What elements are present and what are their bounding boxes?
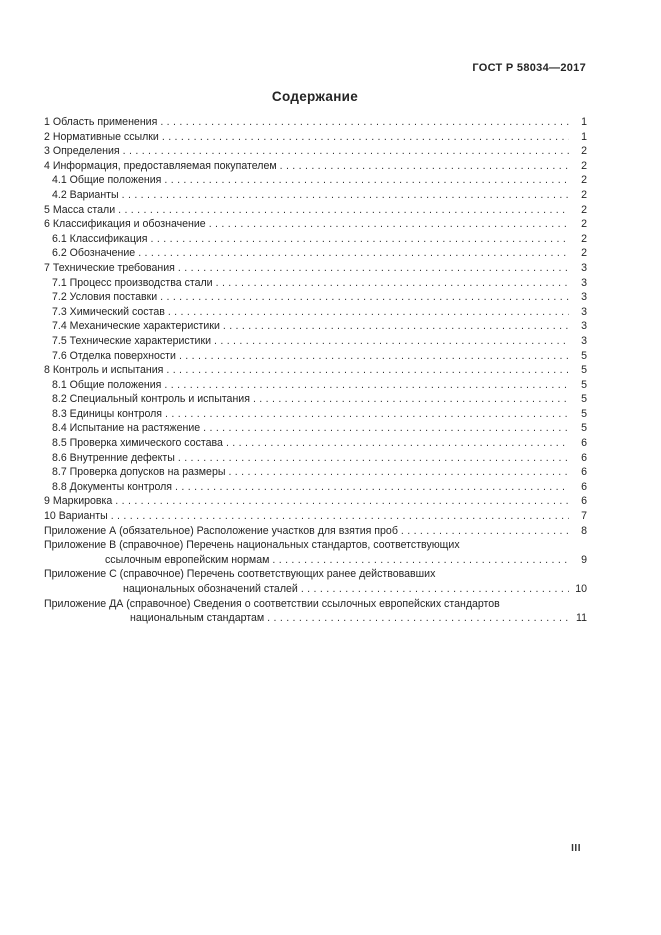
toc-dot-leader [111, 509, 569, 524]
toc-page-number: 5 [581, 422, 587, 435]
toc-row [44, 276, 587, 291]
toc-row [44, 407, 587, 422]
toc-page-number: 6 [581, 437, 587, 450]
toc-page-number: 2 [581, 203, 587, 216]
toc-row [44, 392, 587, 407]
toc-dot-leader [178, 451, 569, 466]
toc-entry-text: 8.3 Единицы контроля [52, 407, 163, 420]
toc-dot-leader [151, 232, 569, 247]
toc-page-number: 10 [575, 583, 587, 595]
toc-dot-leader [178, 261, 569, 276]
toc-page-number: 2 [581, 159, 587, 172]
toc-entry-text: 6.2 Обозначение [52, 247, 136, 260]
footer-page-number: III [571, 843, 581, 854]
toc-dot-leader [253, 392, 569, 407]
toc-row [44, 334, 587, 349]
toc-page-number: 2 [581, 247, 587, 260]
toc-row [44, 130, 587, 145]
toc-page-number: 5 [581, 378, 587, 391]
toc-entry-text: 4 Информация, предоставляемая покупателем [44, 159, 277, 172]
toc-entry-text: Приложение В (справочное) Перечень национальных стандартов, соответствующих [44, 539, 460, 552]
toc-dot-leader [122, 188, 569, 203]
toc-page-number: 5 [581, 393, 587, 406]
toc-dot-leader [160, 290, 569, 305]
toc-entry-text: 8.7 Проверка допусков на размеры [52, 466, 226, 479]
table-of-contents [44, 115, 587, 626]
toc-page-number: 3 [581, 320, 587, 333]
toc-dot-leader [138, 246, 569, 261]
toc-row [44, 378, 587, 393]
toc-entry-text: 7.5 Технические характеристики [52, 334, 212, 347]
toc-page-number: 3 [581, 334, 587, 347]
toc-dot-leader [164, 378, 569, 393]
toc-dot-leader [179, 349, 569, 364]
toc-page-number: 1 [581, 130, 587, 143]
toc-dot-leader [168, 305, 569, 320]
toc-dot-leader [175, 480, 569, 495]
toc-page-number: 5 [581, 407, 587, 420]
toc-page-number: 3 [581, 291, 587, 304]
toc-page-number: 11 [576, 612, 587, 625]
toc-page-number: 8 [581, 524, 587, 537]
toc-entry-text: 7 Технические требования [44, 261, 175, 274]
toc-entry-text: 7.2 Условия поставки [52, 291, 158, 304]
toc-dot-leader [165, 407, 569, 422]
toc-row [44, 509, 587, 524]
toc-row [44, 553, 587, 568]
toc-entry-text: 8.5 Проверка химического состава [52, 437, 223, 450]
toc-entry-text: Приложение С (справочное) Перечень соответствующих ранее действовавших [44, 568, 436, 581]
toc-entry-text: 8.2 Специальный контроль и испытания [52, 393, 250, 406]
toc-entry-text: ссылочным европейским нормам [105, 553, 270, 566]
toc-page-number: 2 [581, 218, 587, 231]
toc-entry-text: 7.1 Процесс производства стали [52, 276, 213, 289]
toc-entry-text: национальным стандартам [130, 612, 265, 625]
toc-entry-text: 8 Контроль и испытания [44, 364, 164, 377]
toc-entry-text: 4.2 Варианты [52, 188, 119, 201]
toc-dot-leader [216, 276, 569, 291]
toc-row [44, 494, 587, 509]
toc-page-number: 9 [581, 553, 587, 566]
toc-row [44, 611, 587, 626]
toc-dot-leader [209, 217, 569, 232]
toc-dot-leader [226, 436, 569, 451]
toc-page-number: 6 [581, 466, 587, 479]
toc-entry-text: 3 Определения [44, 145, 120, 158]
toc-row [44, 217, 587, 232]
toc-page-number: 2 [581, 188, 587, 201]
toc-page-number: 1 [581, 116, 587, 128]
toc-page-number: 3 [581, 261, 587, 274]
toc-page-number: 5 [581, 349, 587, 362]
toc-page-number: 2 [581, 232, 587, 245]
toc-entry-text: 1 Область применения [44, 116, 158, 128]
toc-row [44, 319, 587, 334]
toc-row [44, 232, 587, 247]
toc-dot-leader [272, 553, 569, 568]
toc-dot-leader [162, 130, 569, 145]
toc-row [44, 480, 587, 495]
toc-entry-text: национальных обозначений сталей [123, 583, 298, 595]
toc-page-number: 5 [581, 364, 587, 377]
toc-entry-text: 8.8 Документы контроля [52, 480, 173, 493]
toc-row [44, 538, 587, 553]
toc-entry-text: 6 Классификация и обозначение [44, 218, 206, 231]
toc-dot-leader [166, 363, 569, 378]
toc-dot-leader [280, 159, 569, 174]
toc-page-number: 6 [581, 451, 587, 464]
toc-entry-text: 4.1 Общие положения [52, 174, 162, 187]
toc-dot-leader [203, 421, 569, 436]
toc-row [44, 451, 587, 466]
toc-dot-leader [123, 144, 569, 159]
toc-row [44, 597, 587, 612]
toc-row [44, 144, 587, 159]
toc-row [44, 290, 587, 305]
toc-entry-text: 7.3 Химический состав [52, 305, 165, 318]
toc-page-number: 6 [581, 495, 587, 508]
toc-entry-text: 7.4 Механические характеристики [52, 320, 220, 333]
toc-row [44, 305, 587, 320]
toc-dot-leader [118, 203, 569, 218]
toc-entry-text: 7.6 Отделка поверхности [52, 349, 176, 362]
toc-dot-leader [214, 334, 569, 349]
toc-row [44, 349, 587, 364]
toc-page-number: 2 [581, 145, 587, 158]
toc-entry-text: 8.4 Испытание на растяжение [52, 422, 201, 435]
toc-row [44, 524, 587, 539]
toc-page-number: 6 [581, 480, 587, 493]
toc-row [44, 567, 587, 582]
toc-page-number: 2 [581, 174, 587, 187]
toc-page-number: 3 [581, 276, 587, 289]
toc-entry-text: 5 Масса стали [44, 203, 116, 216]
toc-dot-leader [401, 524, 569, 539]
document-number: ГОСТ Р 58034—2017 [472, 62, 586, 74]
toc-entry-text: 8.1 Общие положения [52, 378, 162, 391]
toc-row [44, 582, 587, 597]
toc-entry-text: 8.6 Внутренние дефекты [52, 451, 175, 464]
toc-entry-text: 6.1 Классификация [52, 232, 148, 245]
toc-row [44, 203, 587, 218]
toc-row [44, 159, 587, 174]
toc-dot-leader [267, 611, 569, 626]
toc-row [44, 436, 587, 451]
toc-entry-text: Приложение А (обязательное) Расположение участков для взятия проб [44, 524, 398, 537]
toc-dot-leader [301, 582, 569, 597]
toc-page-number: 3 [581, 305, 587, 318]
toc-row [44, 246, 587, 261]
toc-dot-leader [115, 494, 569, 509]
toc-entry-text: 2 Нормативные ссылки [44, 130, 159, 143]
toc-dot-leader [164, 173, 569, 188]
toc-row [44, 363, 587, 378]
toc-row [44, 173, 587, 188]
toc-dot-leader [223, 319, 569, 334]
toc-row [44, 421, 587, 436]
toc-row [44, 188, 587, 203]
toc-dot-leader [228, 465, 569, 480]
toc-row [44, 115, 587, 130]
toc-row [44, 261, 587, 276]
page-title: Содержание [271, 89, 359, 104]
toc-entry-text: Приложение ДА (справочное) Сведения о соответствии ссылочных европейских стандартов [44, 597, 500, 610]
toc-page-number: 7 [581, 510, 587, 523]
toc-entry-text: 10 Варианты [44, 510, 108, 523]
toc-entry-text: 9 Маркировка [44, 495, 113, 508]
toc-dot-leader [160, 115, 569, 130]
toc-row [44, 465, 587, 480]
